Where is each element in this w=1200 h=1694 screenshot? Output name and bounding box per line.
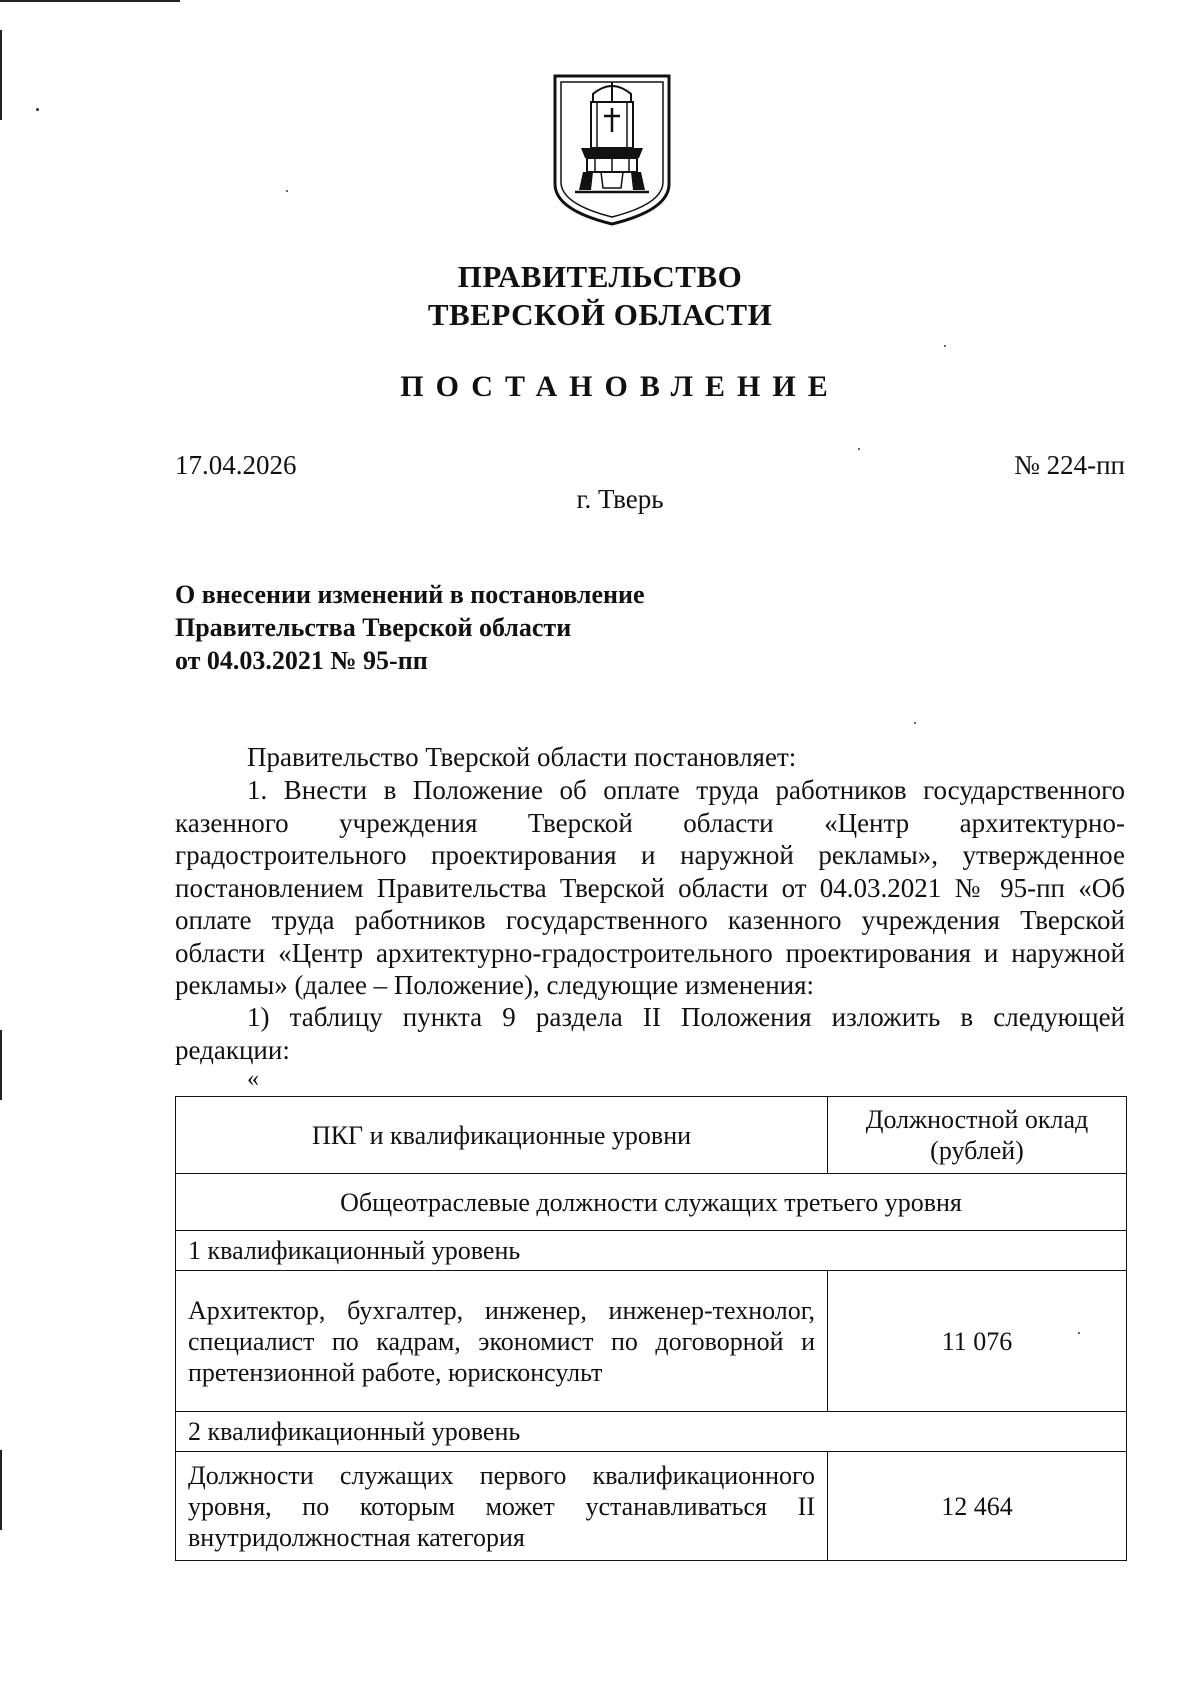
level-1-label: 1 квалификационный уровень bbox=[176, 1231, 1127, 1271]
table-header-salary: Должностной оклад (рублей) bbox=[828, 1097, 1127, 1174]
table-level-row bbox=[176, 1231, 1127, 1271]
level-2-salary: 12 464 bbox=[828, 1452, 1127, 1561]
table-group-title: Общеотраслевые должности служащих третьего уровня bbox=[176, 1174, 1127, 1231]
document-subject bbox=[175, 578, 875, 677]
table-level-row bbox=[176, 1412, 1127, 1452]
subject-line: О внесении изменений в постановление bbox=[175, 580, 645, 609]
table-header-row bbox=[176, 1097, 1127, 1174]
resolution-lead: Правительство Тверской области постановляет: bbox=[247, 742, 797, 772]
government-name-line2: ТВЕРСКОЙ ОБЛАСТИ bbox=[427, 297, 773, 332]
scan-speck bbox=[1078, 1332, 1080, 1334]
table-row bbox=[176, 1271, 1127, 1412]
scan-speck bbox=[858, 448, 860, 450]
scan-edge-mark bbox=[0, 1030, 2, 1100]
table-row bbox=[176, 1452, 1127, 1561]
paragraph-1-1: 1) таблицу пункта 9 раздела II Положения изложить в следующей редакции: bbox=[175, 1002, 1125, 1065]
salary-table bbox=[175, 1096, 1127, 1561]
scan-edge-mark bbox=[0, 0, 180, 2]
tver-coat-of-arms-icon bbox=[551, 72, 673, 228]
document-date: 17.04.2026 bbox=[175, 450, 297, 480]
table-header-levels: ПКГ и квалификационные уровни bbox=[176, 1097, 828, 1174]
document-type-title: ПОСТАНОВЛЕНИЕ bbox=[400, 370, 840, 403]
scan-speck bbox=[286, 190, 288, 192]
level-2-positions: Должности служащих первого квалификационного уровня, по которым может устанавливаться II внутридолжностная категория bbox=[176, 1452, 828, 1561]
paragraph-1: 1. Внести в Положение об оплате труда работников государственного казенного учреждения Тверской области «Центр архитектурно-градостроительного проектирования и наружной рекламы», утвержденное постановлением Правительства Тверской области от 04.03.2021 № 95-пп «Об оплате труда работников государственного казенного учреждения Тверской области «Центр архитектурно-градостроительного проектирования и наружной рекламы» (далее – Положение), следующие изменения: bbox=[175, 775, 1125, 1000]
scan-edge-mark bbox=[0, 30, 2, 120]
document-city: г. Тверь bbox=[576, 484, 664, 514]
government-name-line1: ПРАВИТЕЛЬСТВО bbox=[457, 259, 743, 294]
opening-quote-mark: « bbox=[247, 1066, 259, 1092]
level-2-label: 2 квалификационный уровень bbox=[176, 1412, 1127, 1452]
level-1-salary: 11 076 bbox=[828, 1271, 1127, 1412]
scan-speck bbox=[914, 722, 916, 724]
subject-line: Правительства Тверской области bbox=[175, 613, 572, 642]
document-number: № 224-пп bbox=[1014, 450, 1125, 480]
scan-speck bbox=[36, 108, 39, 111]
scan-speck bbox=[944, 345, 946, 347]
table-group-row bbox=[176, 1174, 1127, 1231]
subject-line: от 04.03.2021 № 95-пп bbox=[175, 646, 428, 675]
scan-edge-mark bbox=[0, 1450, 2, 1530]
level-1-positions: Архитектор, бухгалтер, инженер, инженер-технолог, специалист по кадрам, экономист по договорной и претензионной работе, юрисконсульт bbox=[176, 1271, 828, 1412]
